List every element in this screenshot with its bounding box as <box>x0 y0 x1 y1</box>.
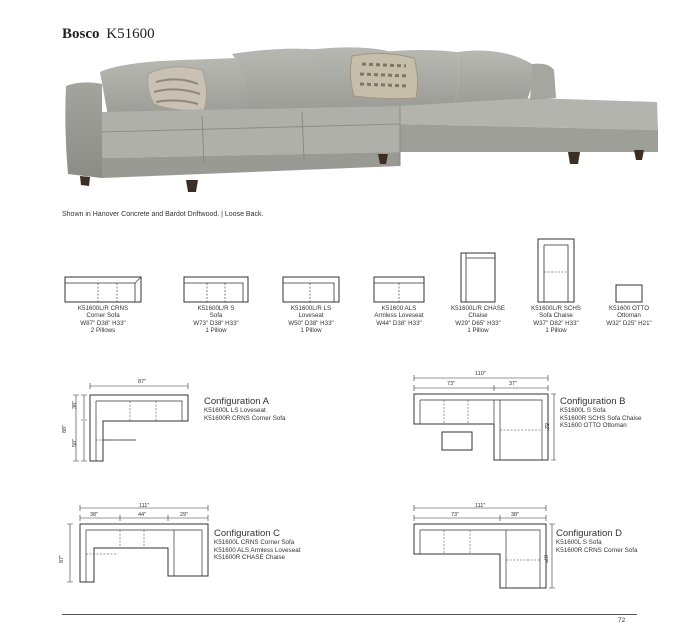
config-d-item: K51600L S Sofa <box>556 539 602 546</box>
config-c-item: K51600L CRNS Corner Sofa <box>214 539 295 546</box>
config-c-dim-total: 111" <box>139 503 150 509</box>
piece-dims: W37" D82" H33" <box>533 319 579 327</box>
piece-type: Armless Loveseat <box>374 312 424 320</box>
config-b-item: K51600L S Sofa <box>560 407 606 414</box>
configuration-c-diagram <box>62 502 212 586</box>
config-c-dim-seg3: 29" <box>180 512 189 518</box>
photo-caption: Shown in Hanover Concrete and Bardot Driftwood. | Loose Back. <box>62 211 264 218</box>
piece-armless-loveseat <box>364 276 434 327</box>
piece-sku: K51600L/R SCHS <box>531 305 581 312</box>
config-b-dim-seg1: 73" <box>447 381 456 387</box>
armless-loveseat-diagram <box>373 276 425 303</box>
config-d-dim-seg1: 73" <box>451 512 460 518</box>
config-a-item: K51600L LS Loveseat <box>204 407 266 414</box>
piece-type: Sofa <box>209 312 223 320</box>
piece-type: Corner Sofa <box>86 312 120 320</box>
config-c-item: K51600R CHASE Chaise <box>214 554 286 562</box>
sofa-chaise-diagram <box>537 238 575 303</box>
piece-sofa-chaise <box>518 238 594 335</box>
piece-type: Sofa Chaise <box>539 312 573 320</box>
piece-sku: K51600 OTTO <box>608 305 650 312</box>
piece-ottoman <box>596 284 662 327</box>
piece-corner-sofa <box>62 276 144 335</box>
piece-type: Loveseat <box>298 312 324 320</box>
config-c-dim-seg1: 38" <box>90 512 99 518</box>
model-number: K51600 <box>106 26 155 42</box>
footer-divider <box>62 614 637 615</box>
config-a-item: K51600R CRNS Corner Sofa <box>204 414 286 422</box>
piece-dims: W29" D65" H33" <box>455 319 501 327</box>
piece-type: Chaise <box>468 312 488 320</box>
piece-pillows: 2 Pillows <box>90 327 116 335</box>
piece-sku: K51600L/R CHASE <box>451 305 505 312</box>
config-b-dim-total: 110" <box>475 371 486 377</box>
piece-pillows: 1 Pillow <box>545 327 567 335</box>
sectional-sofa-photo <box>62 40 660 210</box>
piece-dims: W32" D25" H21" <box>606 319 652 327</box>
config-b-item: K51600 OTTO Ottoman <box>560 422 627 430</box>
piece-type: Ottoman <box>617 312 641 320</box>
piece-sku: K51600L/R CRNS <box>77 305 129 312</box>
config-d-dim-right: 87" <box>542 554 549 564</box>
corner-sofa-diagram <box>64 276 142 303</box>
piece-dims: W73" D38" H33" <box>193 319 239 327</box>
config-a-title: Configuration A <box>204 396 269 407</box>
piece-dims: W44" D38" H33" <box>376 319 422 327</box>
config-d-title: Configuration D <box>556 528 623 539</box>
config-d-item: K51600R CRNS Corner Sofa <box>556 546 638 554</box>
config-d-label <box>556 528 638 554</box>
configuration-d-diagram <box>408 502 556 592</box>
config-c-label <box>214 528 300 562</box>
chaise-diagram <box>460 252 496 303</box>
config-a-dim-left-lower: 50" <box>72 438 79 448</box>
sofa-diagram <box>183 276 249 303</box>
config-c-dim-left: 87" <box>59 554 66 564</box>
config-d-dim-seg2: 38" <box>511 512 520 518</box>
config-c-title: Configuration C <box>214 528 281 539</box>
piece-chaise <box>440 252 516 335</box>
config-a-dim-left-upper: 38" <box>72 400 79 410</box>
piece-sku: K51600L/R S <box>197 305 235 312</box>
configuration-a-diagram <box>60 378 200 468</box>
config-a-dim-left-outer: 88" <box>62 424 69 434</box>
piece-loveseat <box>276 276 346 335</box>
piece-pillows: 1 Pillow <box>467 327 489 335</box>
piece-dims: W87" D38" H33" <box>80 319 126 327</box>
piece-sofa <box>178 276 254 335</box>
config-b-label <box>560 396 642 430</box>
config-d-dim-total: 111" <box>475 503 486 509</box>
config-a-label <box>204 396 286 422</box>
piece-sku: K51600 ALS <box>381 305 417 312</box>
piece-pillows: 1 Pillow <box>205 327 227 335</box>
config-c-dim-seg2: 44" <box>138 512 147 518</box>
config-b-title: Configuration B <box>560 396 626 407</box>
ottoman-diagram <box>615 284 643 303</box>
brand-name: Bosco <box>62 26 100 42</box>
loveseat-diagram <box>282 276 340 303</box>
config-b-dim-seg2: 37" <box>509 381 518 387</box>
config-a-dim-top: 87" <box>138 379 147 385</box>
piece-sku: K51600L/R LS <box>290 305 332 312</box>
piece-pillows: 1 Pillow <box>300 327 322 335</box>
config-b-item: K51600R SCHS Sofa Chaise <box>560 414 642 422</box>
config-c-item: K51600 ALS Armless Loveseat <box>214 546 301 554</box>
page-number: 72 <box>618 617 626 624</box>
piece-dims: W50" D38" H33" <box>288 319 334 327</box>
configuration-b-diagram <box>408 370 556 464</box>
config-b-dim-right: 82" <box>543 422 550 432</box>
